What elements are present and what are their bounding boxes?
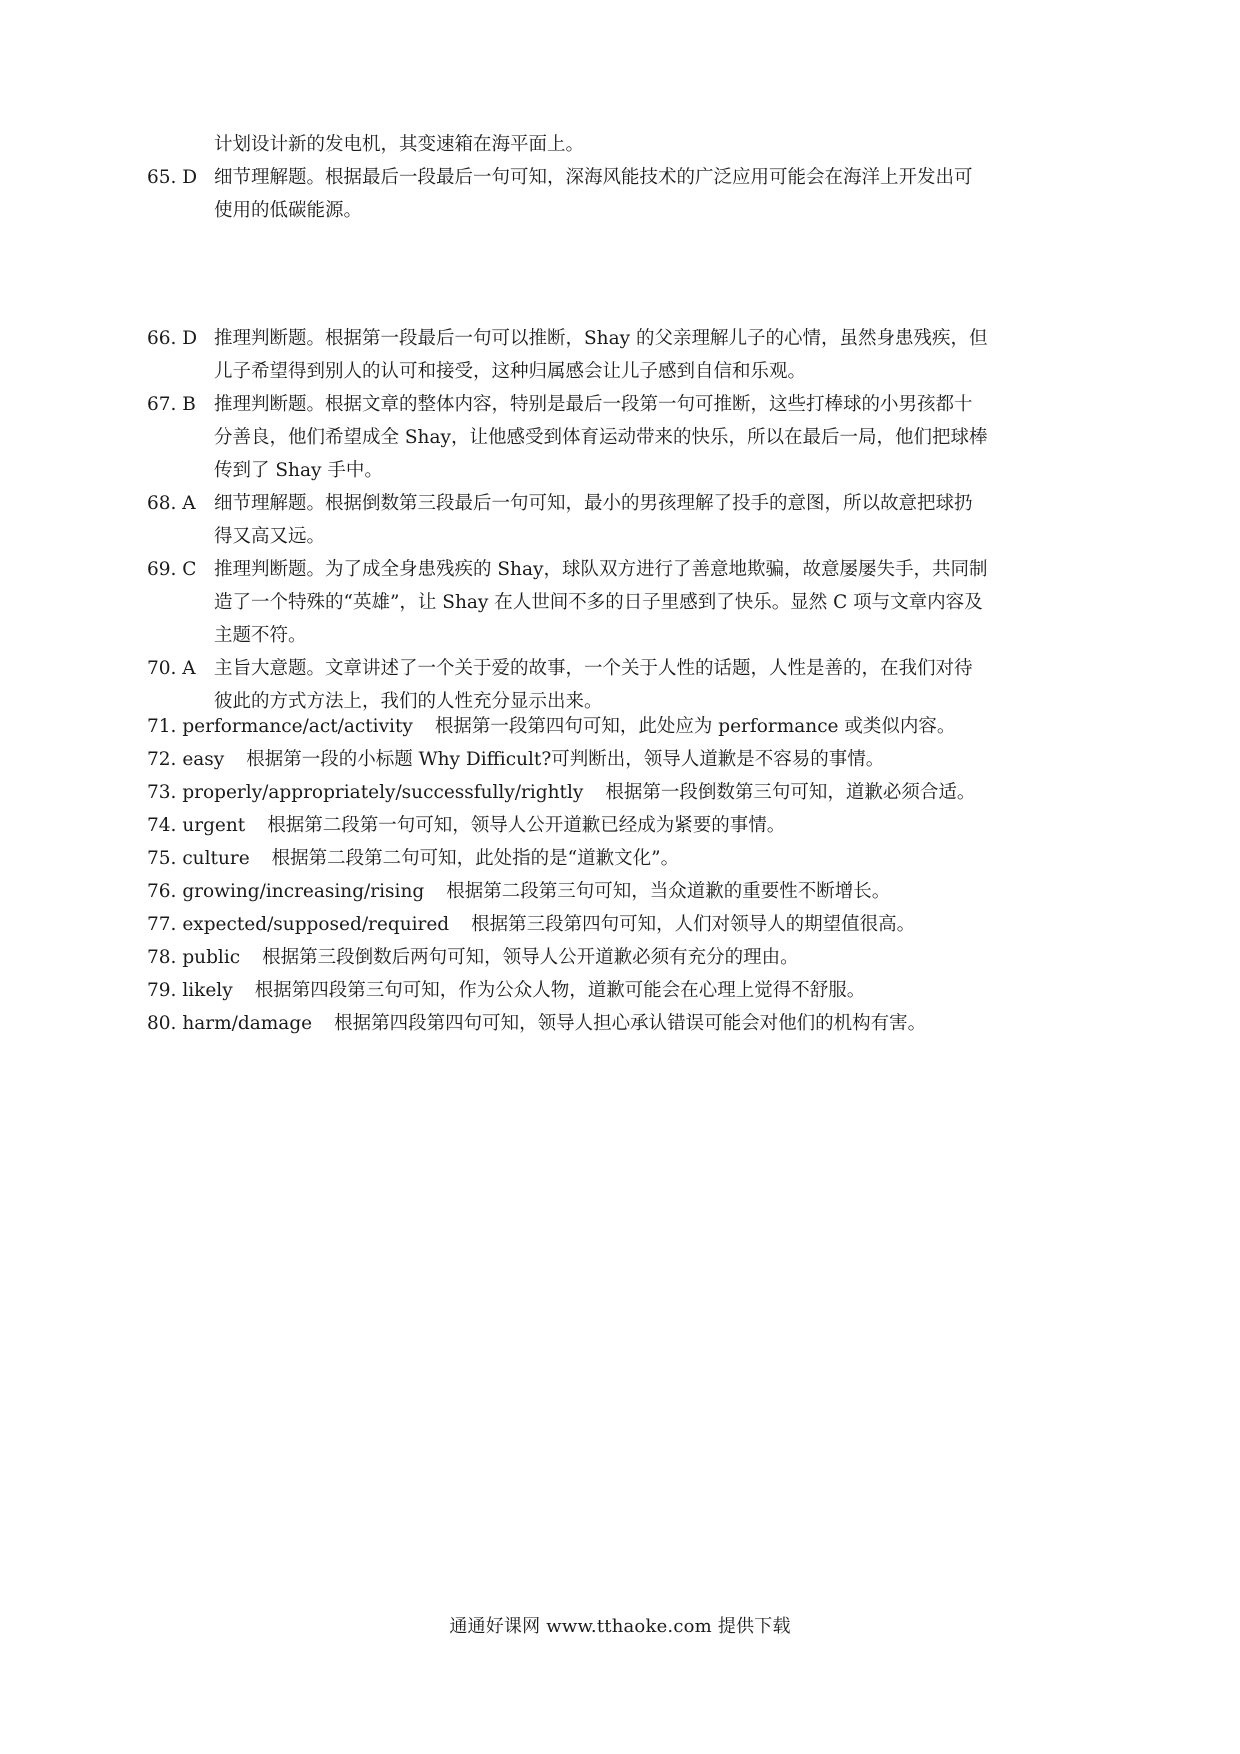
short-answer-item — [147, 941, 1107, 974]
continuation-line — [214, 128, 1114, 161]
short-answer-item — [147, 974, 1107, 1007]
answer-item — [147, 322, 1107, 388]
answer-number: 79. — [147, 980, 177, 1001]
short-answer-item — [147, 809, 1107, 842]
answer-item — [147, 652, 1107, 718]
answer-block-first — [147, 161, 1107, 227]
answer-number: 65. D — [147, 167, 198, 188]
answer-explanation: 根据第一段倒数第三句可知，道歉必须合适。 — [605, 782, 976, 803]
answer-word: performance/act/activity — [182, 716, 413, 737]
short-answer-item — [147, 710, 1107, 743]
answer-item — [147, 487, 1107, 553]
explanation-line: 彼此的方式方法上，我们的人性充分显示出来。 — [214, 691, 603, 712]
explanation-line: 细节理解题。根据最后一段最后一句可知，深海风能技术的广泛应用可能会在海洋上开发出可 — [214, 167, 973, 188]
answer-number: 77. — [147, 914, 177, 935]
answer-explanation: 根据第二段第一句可知，领导人公开道歉已经成为紧要的事情。 — [267, 815, 786, 836]
explanation-line: 主题不符。 — [214, 625, 307, 646]
answer-explanation: 根据第二段第二句可知，此处指的是“道歉文化”。 — [271, 848, 680, 869]
answer-number: 73. — [147, 782, 177, 803]
answer-word: public — [182, 947, 241, 968]
footer-credit: 通通好课网 www.tthaoke.com 提供下载 — [449, 1616, 791, 1637]
short-answer-item — [147, 776, 1107, 809]
explanation-line: 使用的低碳能源。 — [214, 200, 363, 221]
answer-explanation — [214, 322, 1107, 388]
answer-word: urgent — [182, 815, 246, 836]
short-answer-item — [147, 1007, 1107, 1040]
answer-number: 78. — [147, 947, 177, 968]
explanation-line: 儿子希望得到别人的认可和接受，这种归属感会让儿子感到自信和乐观。 — [214, 361, 807, 382]
answer-explanation — [214, 388, 1107, 487]
answer-number: 67. B — [147, 394, 196, 415]
answer-explanation — [214, 553, 1107, 652]
answer-number: 76. — [147, 881, 177, 902]
explanation-line: 得又高又远。 — [214, 526, 326, 547]
answer-explanation: 根据第四段第四句可知，领导人担心承认错误可能会对他们的机构有害。 — [334, 1013, 927, 1034]
answer-explanation — [214, 161, 1107, 227]
answer-item — [147, 388, 1107, 487]
answer-number: 70. A — [147, 658, 196, 679]
explanation-line: 造了一个特殊的“英雄”，让 Shay 在人世间不多的日子里感到了快乐。显然 C 项与文章内容及 — [214, 592, 983, 613]
explanation-line: 分善良，他们希望成全 Shay，让他感受到体育运动带来的快乐，所以在最后一局，他们把球棒 — [214, 427, 988, 448]
answer-number: 68. A — [147, 493, 196, 514]
explanation-line: 推理判断题。根据第一段最后一句可以推断，Shay 的父亲理解儿子的心情，虽然身患残疾，但 — [214, 328, 988, 349]
short-answer-item — [147, 743, 1107, 776]
answer-word: properly/appropriately/successfully/rightly — [182, 782, 584, 803]
answer-number: 74. — [147, 815, 177, 836]
answer-explanation: 根据第三段第四句可知，人们对领导人的期望值很高。 — [471, 914, 916, 935]
answer-word: likely — [182, 980, 233, 1001]
explanation-line: 传到了 Shay 手中。 — [214, 460, 383, 481]
answer-item — [147, 161, 1107, 227]
answer-number: 80. — [147, 1013, 177, 1034]
answer-explanation: 根据第三段倒数后两句可知，领导人公开道歉必须有充分的理由。 — [262, 947, 799, 968]
continuation-text: 计划设计新的发电机，其变速箱在海平面上。 — [214, 134, 585, 155]
answer-explanation: 根据第四段第三句可知，作为公众人物，道歉可能会在心理上觉得不舒服。 — [254, 980, 866, 1001]
answer-number: 66. D — [147, 328, 198, 349]
answer-number: 72. — [147, 749, 177, 770]
answer-word: expected/supposed/required — [182, 914, 450, 935]
short-answer-item — [147, 875, 1107, 908]
answer-word: culture — [182, 848, 250, 869]
explanation-line: 推理判断题。根据文章的整体内容，特别是最后一段第一句可推断，这些打棒球的小男孩都十 — [214, 394, 973, 415]
explanation-line: 细节理解题。根据倒数第三段最后一句可知，最小的男孩理解了投手的意图，所以故意把球扔 — [214, 493, 973, 514]
answer-explanation: 根据第一段的小标题 Why Difficult?可判断出，领导人道歉是不容易的事情。 — [246, 749, 885, 770]
answer-number: 71. — [147, 716, 177, 737]
answer-word: harm/damage — [182, 1013, 313, 1034]
short-answer-block — [147, 710, 1107, 1040]
short-answer-item — [147, 908, 1107, 941]
answer-word: easy — [182, 749, 225, 770]
answer-number: 75. — [147, 848, 177, 869]
answer-explanation — [214, 652, 1107, 718]
answer-item — [147, 553, 1107, 652]
answer-word: growing/increasing/rising — [182, 881, 425, 902]
explanation-line: 主旨大意题。文章讲述了一个关于爱的故事，一个关于人性的话题，人性是善的，在我们对待 — [214, 658, 973, 679]
answer-explanation: 根据第二段第三句可知，当众道歉的重要性不断增长。 — [446, 881, 891, 902]
answer-explanation — [214, 487, 1107, 553]
answer-explanation: 根据第一段第四句可知，此处应为 performance 或类似内容。 — [434, 716, 956, 737]
answer-number: 69. C — [147, 559, 197, 580]
answer-block-second — [147, 322, 1107, 718]
short-answer-item — [147, 842, 1107, 875]
explanation-line: 推理判断题。为了成全身患残疾的 Shay，球队双方进行了善意地欺骗，故意屡屡失手，共同制 — [214, 559, 988, 580]
